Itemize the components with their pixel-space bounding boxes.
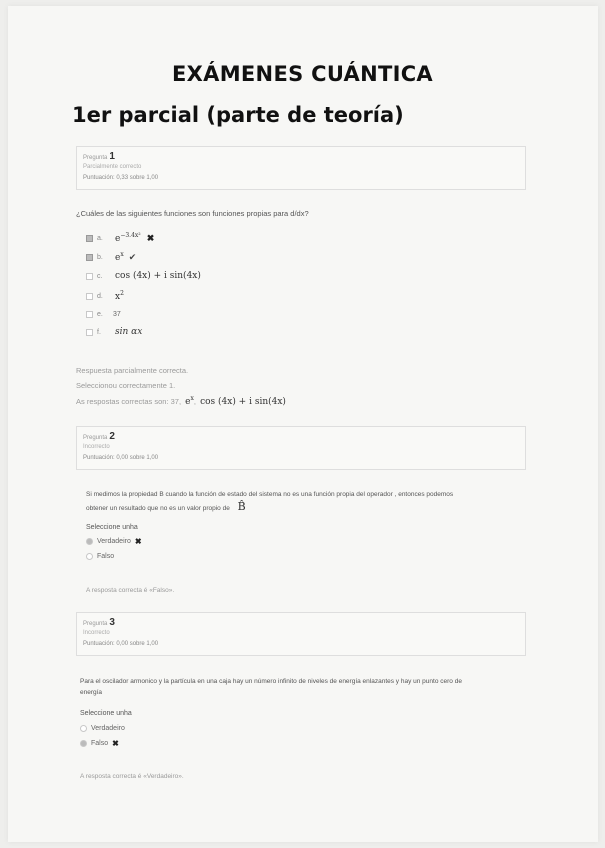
q3-option-true[interactable]: Verdadeiro [80, 721, 125, 735]
question-3-text: Para el oscilador armonico y la partícula en una caja hay un número infinito de niveles de energía enlazantes y hay un punto cero de [80, 678, 462, 685]
question-3-info [76, 612, 526, 656]
checkbox[interactable] [86, 329, 93, 336]
question-number: Pregunta 1 [83, 151, 115, 162]
q1-correct-answer: As respostas correctas son: 37, $e^x$, cos (4x) + i sin(4x) [76, 395, 286, 407]
incorrect-icon: ✖ [146, 232, 155, 243]
question-2-text: Si medimos la propiedad B cuando la función de estado del sistema no es una función propia del operador , entonces podemos [86, 491, 454, 498]
q3-select-prompt: Seleccione unha [80, 710, 132, 717]
radio-button[interactable] [80, 725, 87, 732]
q1-option-d[interactable]: d. $x^2$ [86, 289, 124, 303]
question-score: Puntuación: 0,00 sobre 1,00 [83, 641, 159, 647]
incorrect-icon: ✖ [134, 536, 142, 546]
question-1-info [76, 146, 526, 190]
q1-option-a[interactable]: a. $e^{-3.4x^2}$ ✖ [86, 231, 154, 245]
q2-select-prompt: Seleccione unha [86, 524, 138, 531]
q1-feedback-count: Seleccionou correctamente 1. [76, 381, 176, 390]
question-state: Parcialmente correcto [83, 164, 142, 170]
q3-option-false[interactable]: Falso ✖ [80, 736, 119, 750]
q2-correct-answer: A resposta correcta é «Falso». [86, 587, 175, 594]
checkbox[interactable] [86, 235, 93, 242]
question-3-text-cont: energía [80, 689, 103, 696]
question-2-text-cont: obtener un resultado que no es un valor propio de B̂ [86, 500, 246, 513]
question-score: Puntuación: 0,33 sobre 1,00 [83, 175, 159, 181]
checkbox[interactable] [86, 293, 93, 300]
checkbox[interactable] [86, 273, 93, 280]
q2-option-true[interactable]: Verdadeiro ✖ [86, 534, 142, 548]
question-1-text: ¿Cuáles de las siguientes funciones son funciones propias para d/dx? [76, 209, 309, 218]
question-score: Puntuación: 0,00 sobre 1,00 [83, 455, 159, 461]
checkbox[interactable] [86, 311, 93, 318]
q1-option-b[interactable]: b. $e^x$ ✔ [86, 250, 136, 264]
q1-feedback: Respuesta parcialmente correcta. [76, 366, 189, 375]
correct-icon: ✔ [128, 251, 137, 262]
radio-button[interactable] [86, 553, 93, 560]
question-state: Incorrecto [83, 444, 110, 450]
q2-option-false[interactable]: Falso [86, 549, 114, 563]
question-state: Incorrecto [83, 630, 110, 636]
question-number: Pregunta 3 [83, 617, 115, 628]
checkbox[interactable] [86, 254, 93, 261]
page-subtitle: 1er parcial (parte de teoría) [72, 103, 404, 127]
q3-correct-answer: A resposta correcta é «Verdadeiro». [80, 773, 184, 780]
page-title: EXÁMENES CUÁNTICA [172, 62, 433, 86]
q1-option-c[interactable]: c. cos (4x) + i sin(4x) [86, 269, 201, 283]
incorrect-icon: ✖ [112, 738, 119, 748]
q1-option-f[interactable]: f. sin αx [86, 325, 142, 339]
question-number: Pregunta 2 [83, 431, 115, 442]
q1-option-e[interactable]: e. 37 [86, 307, 121, 321]
radio-button[interactable] [80, 740, 87, 747]
radio-button[interactable] [86, 538, 93, 545]
question-2-info [76, 426, 526, 470]
